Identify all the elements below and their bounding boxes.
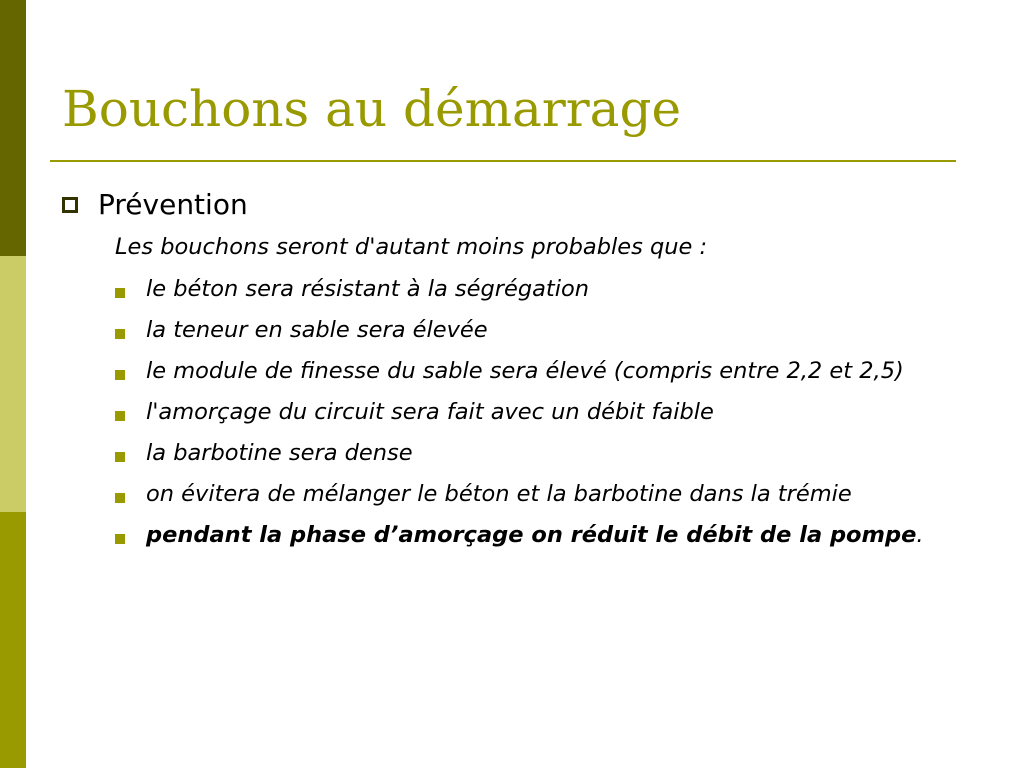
bullet-text: la barbotine sera dense <box>146 440 413 466</box>
filled-square-bullet-icon <box>115 493 125 503</box>
bullet-text-tail: . <box>916 522 924 548</box>
bullet-text: l'amorçage du circuit sera fait avec un débit faible <box>146 399 714 425</box>
bullet-text-bold: pendant la phase d’amorçage on réduit le débit de la pompe <box>146 522 917 548</box>
bullet-item <box>112 272 962 306</box>
bullet-text: la teneur en sable sera élevée <box>146 317 488 343</box>
filled-square-bullet-icon <box>115 452 125 462</box>
filled-square-bullet-icon <box>115 288 125 298</box>
bullet-item <box>112 354 962 388</box>
bullet-text: le module de finesse du sable sera élevé (compris entre 2,2 et 2,5) <box>146 358 904 384</box>
slide-title: Bouchons au démarrage <box>62 80 682 138</box>
filled-square-bullet-icon <box>115 329 125 339</box>
bullet-item <box>112 477 962 511</box>
bullet-list <box>112 272 962 559</box>
hollow-square-bullet-icon <box>62 197 78 213</box>
filled-square-bullet-icon <box>115 370 125 380</box>
level1-text: Prévention <box>98 188 248 221</box>
bullet-item <box>112 395 962 429</box>
bullet-text: le béton sera résistant à la ségrégation <box>146 276 590 302</box>
filled-square-bullet-icon <box>115 534 125 544</box>
bullet-item <box>112 436 962 470</box>
intro-text: Les bouchons seront d'autant moins probables que : <box>115 234 708 260</box>
bullet-item-emphasis <box>112 518 962 552</box>
level1-item <box>62 188 248 221</box>
bullet-text: on évitera de mélanger le béton et la barbotine dans la trémie <box>146 481 852 507</box>
filled-square-bullet-icon <box>115 411 125 421</box>
bullet-item <box>112 313 962 347</box>
